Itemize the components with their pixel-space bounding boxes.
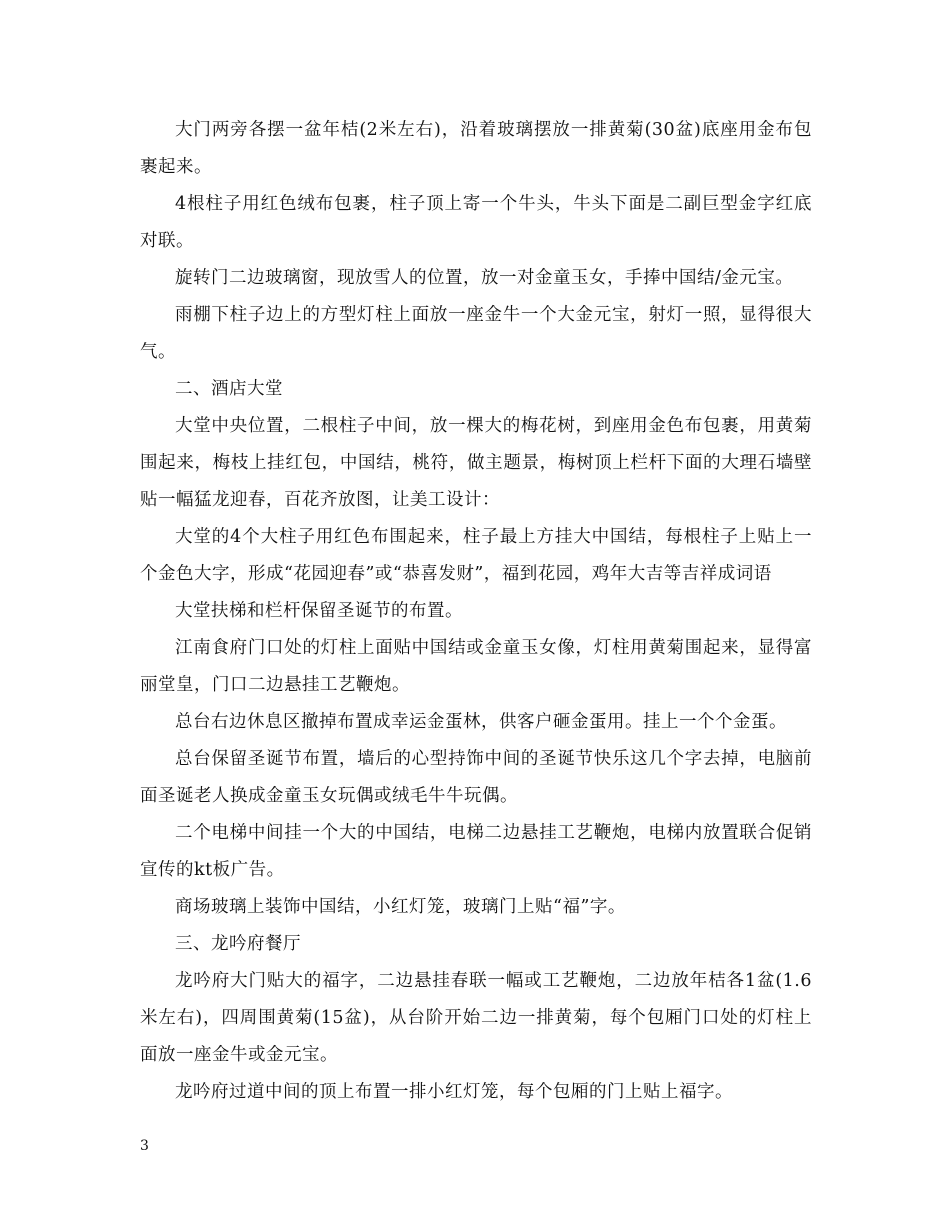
- paragraph: 总台保留圣诞节布置，墙后的心型持饰中间的圣诞节快乐这几个字去掉，电脑前面圣诞老人换成金童玉女玩偶或绒毛牛牛玩偶。: [140, 749, 812, 806]
- section-heading: 三、龙吟府餐厅: [175, 934, 301, 954]
- paragraph: 二个电梯中间挂一个大的中国结，电梯二边悬挂工艺鞭炮，电梯内放置联合促销宣传的kt板广告。: [140, 823, 812, 880]
- paragraph: 4根柱子用红色绒布包裹，柱子顶上寄一个牛头，牛头下面是二副巨型金字红底对联。: [140, 194, 812, 251]
- section-heading: 二、酒店大堂: [175, 379, 283, 399]
- paragraph: 大堂扶梯和栏杆保留圣诞节的布置。: [175, 601, 463, 621]
- paragraph: 雨棚下柱子边上的方型灯柱上面放一座金牛一个大金元宝，射灯一照，显得很大气。: [140, 305, 812, 362]
- paragraph: 大门两旁各摆一盆年桔(2米左右)，沿着玻璃摆放一排黄菊(30盆)底座用金布包裹起来。: [140, 120, 812, 177]
- paragraph: 大堂中央位置，二根柱子中间，放一棵大的梅花树，到座用金色布包裹，用黄菊围起来，梅枝上挂红包，中国结，桃符，做主题景，梅树顶上栏杆下面的大理石墙壁贴一幅猛龙迎春，百花齐放图，让美工设计：: [140, 416, 812, 510]
- document-body: [140, 112, 812, 1111]
- paragraph: 总台右边休息区撤掉布置成幸运金蛋林，供客户砸金蛋用。挂上一个个金蛋。: [175, 712, 787, 732]
- page-number: 3: [140, 1138, 149, 1154]
- paragraph: 大堂的4个大柱子用红色布围起来，柱子最上方挂大中国结，每根柱子上贴上一个金色大字，形成“花园迎春”或“恭喜发财”，福到花园，鸡年大吉等吉祥成词语: [140, 527, 812, 584]
- paragraph: 龙吟府大门贴大的福字，二边悬挂春联一幅或工艺鞭炮，二边放年桔各1盆(1.6米左右)，四周围黄菊(15盆)，从台阶开始二边一排黄菊，每个包厢门口处的灯柱上面放一座金牛或金元宝。: [140, 971, 812, 1065]
- paragraph: 商场玻璃上装饰中国结，小红灯笼，玻璃门上贴“福”字。: [175, 897, 626, 917]
- paragraph: 旋转门二边玻璃窗，现放雪人的位置，放一对金童玉女，手捧中国结/金元宝。: [175, 268, 794, 288]
- paragraph: 龙吟府过道中间的顶上布置一排小红灯笼，每个包厢的门上贴上福字。: [175, 1082, 733, 1102]
- paragraph: 江南食府门口处的灯柱上面贴中国结或金童玉女像，灯柱用黄菊围起来，显得富丽堂皇，门口二边悬挂工艺鞭炮。: [140, 638, 812, 695]
